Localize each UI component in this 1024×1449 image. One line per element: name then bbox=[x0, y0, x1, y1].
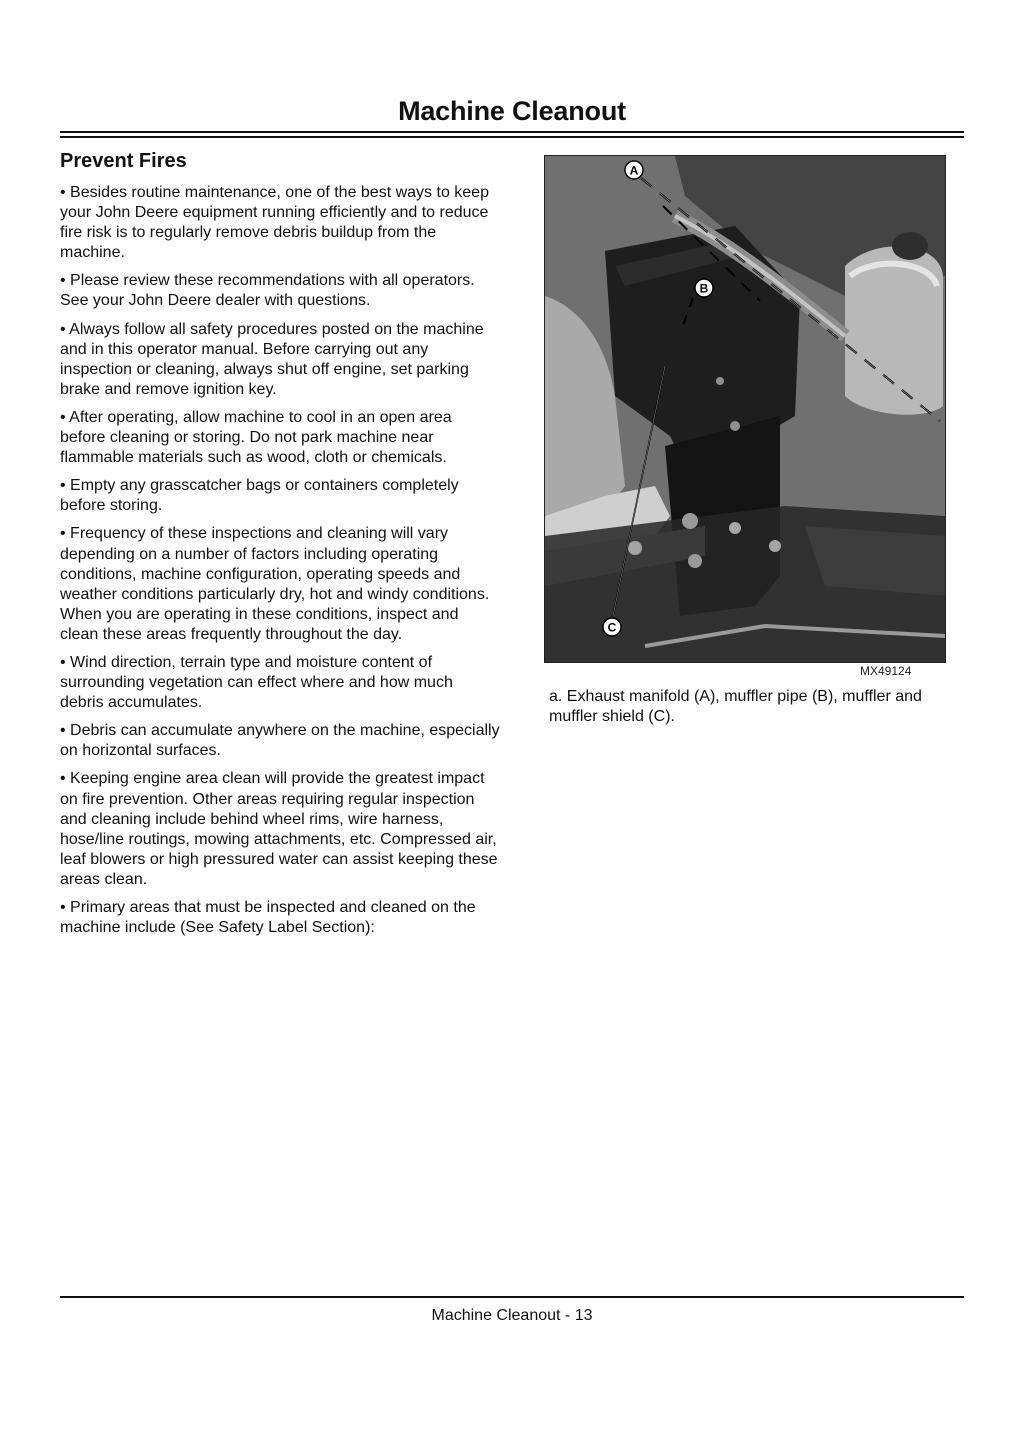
figure-id: MX49124 bbox=[860, 664, 912, 678]
title-divider-secondary bbox=[60, 136, 964, 138]
bullet-item: • Frequency of these inspections and cleaning will vary depending on a number of factors including operating conditions, machine configuration, operating speeds and weather conditions particularly dry, hot and windy conditions. When you are operating in these conditions, inspect and clean these areas frequently throughout the day. bbox=[60, 525, 490, 643]
bullet-item: • Always follow all safety procedures posted on the machine and in this operator manual. Before carrying out any inspection or cleaning, always shut off engine, set parking brake and remove ignition key. bbox=[60, 320, 484, 398]
callout-c bbox=[603, 618, 621, 636]
bullet-item: • Please review these recommendations with all operators. See your John Deere dealer with questions. bbox=[60, 272, 475, 310]
left-column bbox=[60, 150, 500, 946]
bullet-item: • Keeping engine area clean will provide the greatest impact on fire prevention. Other areas requiring regular inspection and cleaning include behind wheel rims, wire harness, hose/line routings, mowing attachments, etc. Compressed air, leaf blowers or high pressured water can assist keeping these areas clean. bbox=[60, 770, 498, 888]
bullet-item: • Debris can accumulate anywhere on the machine, especially on horizontal surfaces. bbox=[60, 722, 500, 760]
bullet-item: • Empty any grasscatcher bags or containers completely before storing. bbox=[60, 477, 459, 515]
callout-b bbox=[695, 279, 713, 297]
section-heading: Prevent Fires bbox=[60, 150, 187, 172]
callout-c-label: C bbox=[607, 620, 617, 635]
footer-divider bbox=[60, 1296, 964, 1298]
page-title: Machine Cleanout bbox=[398, 96, 626, 126]
muffler-figure bbox=[544, 155, 946, 663]
callout-b-label: B bbox=[699, 281, 709, 296]
bullet-item: • After operating, allow machine to cool in an open area before cleaning or storing. Do not park machine near flammable materials such as wood, cloth or chemicals. bbox=[60, 408, 452, 467]
bullet-item: • Wind direction, terrain type and moisture content of surrounding vegetation can effect where and how much debris accumulates. bbox=[60, 653, 453, 712]
bullet-item: • Besides routine maintenance, one of the best ways to keep your John Deere equipment running efficiently and to reduce fire risk is to regularly remove debris buildup from the machine. bbox=[60, 184, 489, 262]
figure-caption: a. Exhaust manifold (A), muffler pipe (B), muffler and muffler shield (C). bbox=[549, 688, 922, 726]
figure-illustration bbox=[545, 156, 945, 662]
bullet-item: • Primary areas that must be inspected and cleaned on the machine include (See Safety Label Section): bbox=[60, 899, 476, 937]
title-divider bbox=[60, 131, 964, 133]
page-footer: Machine Cleanout - 13 bbox=[431, 1307, 593, 1324]
callout-a-label: A bbox=[629, 163, 639, 178]
callout-a bbox=[625, 161, 643, 179]
